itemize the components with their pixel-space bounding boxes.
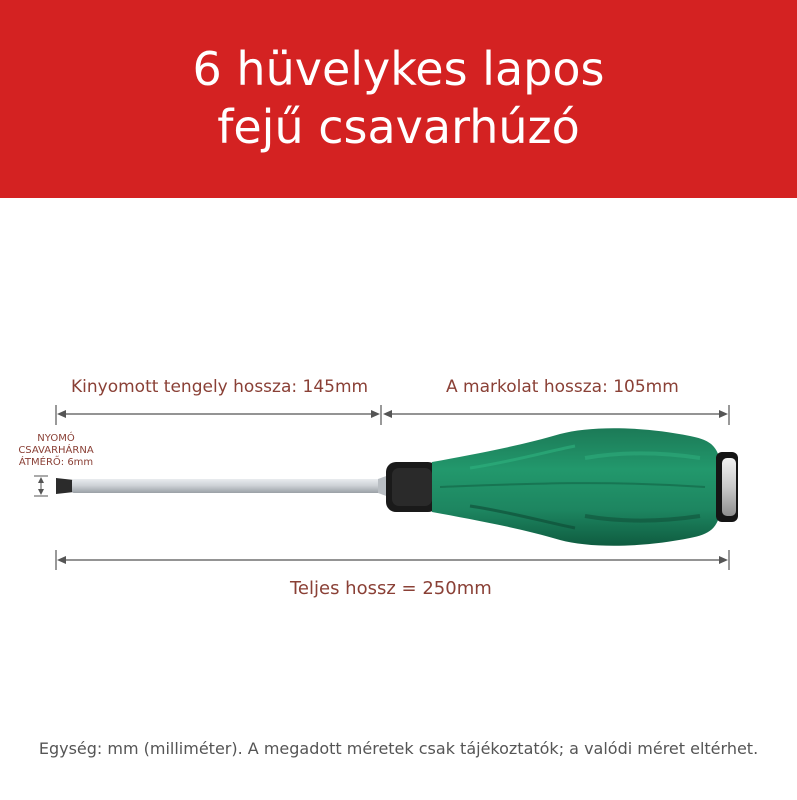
handle-dimension-line xyxy=(383,405,729,425)
tip-label-line-2: CSAVARHÁRNA xyxy=(18,445,94,456)
screwdriver xyxy=(56,428,738,546)
total-length-label: Teljes hossz = 250mm xyxy=(290,578,492,599)
handle-length-label: A markolat hossza: 105mm xyxy=(446,377,679,397)
blade-tip xyxy=(56,478,74,494)
handle xyxy=(432,428,722,546)
shaft xyxy=(72,479,382,493)
footer-note: Egység: mm (milliméter). A megadott méretek csak tájékoztatók; a valódi méret eltérhet. xyxy=(38,739,759,758)
total-dimension-line xyxy=(56,550,729,570)
tip-label-line-3: ÁTMÉRŐ: 6mm xyxy=(18,457,94,468)
tip-label-line-1: NYOMÓ xyxy=(37,433,75,444)
tip-diameter-marker xyxy=(34,476,48,496)
shaft-length-label: Kinyomott tengely hossza: 145mm xyxy=(71,377,369,397)
title-line-2: fejű csavarhúzó xyxy=(217,100,580,154)
title-line-1: 6 hüvelykes lapos xyxy=(192,42,605,96)
shaft-dimension-line xyxy=(56,405,381,425)
